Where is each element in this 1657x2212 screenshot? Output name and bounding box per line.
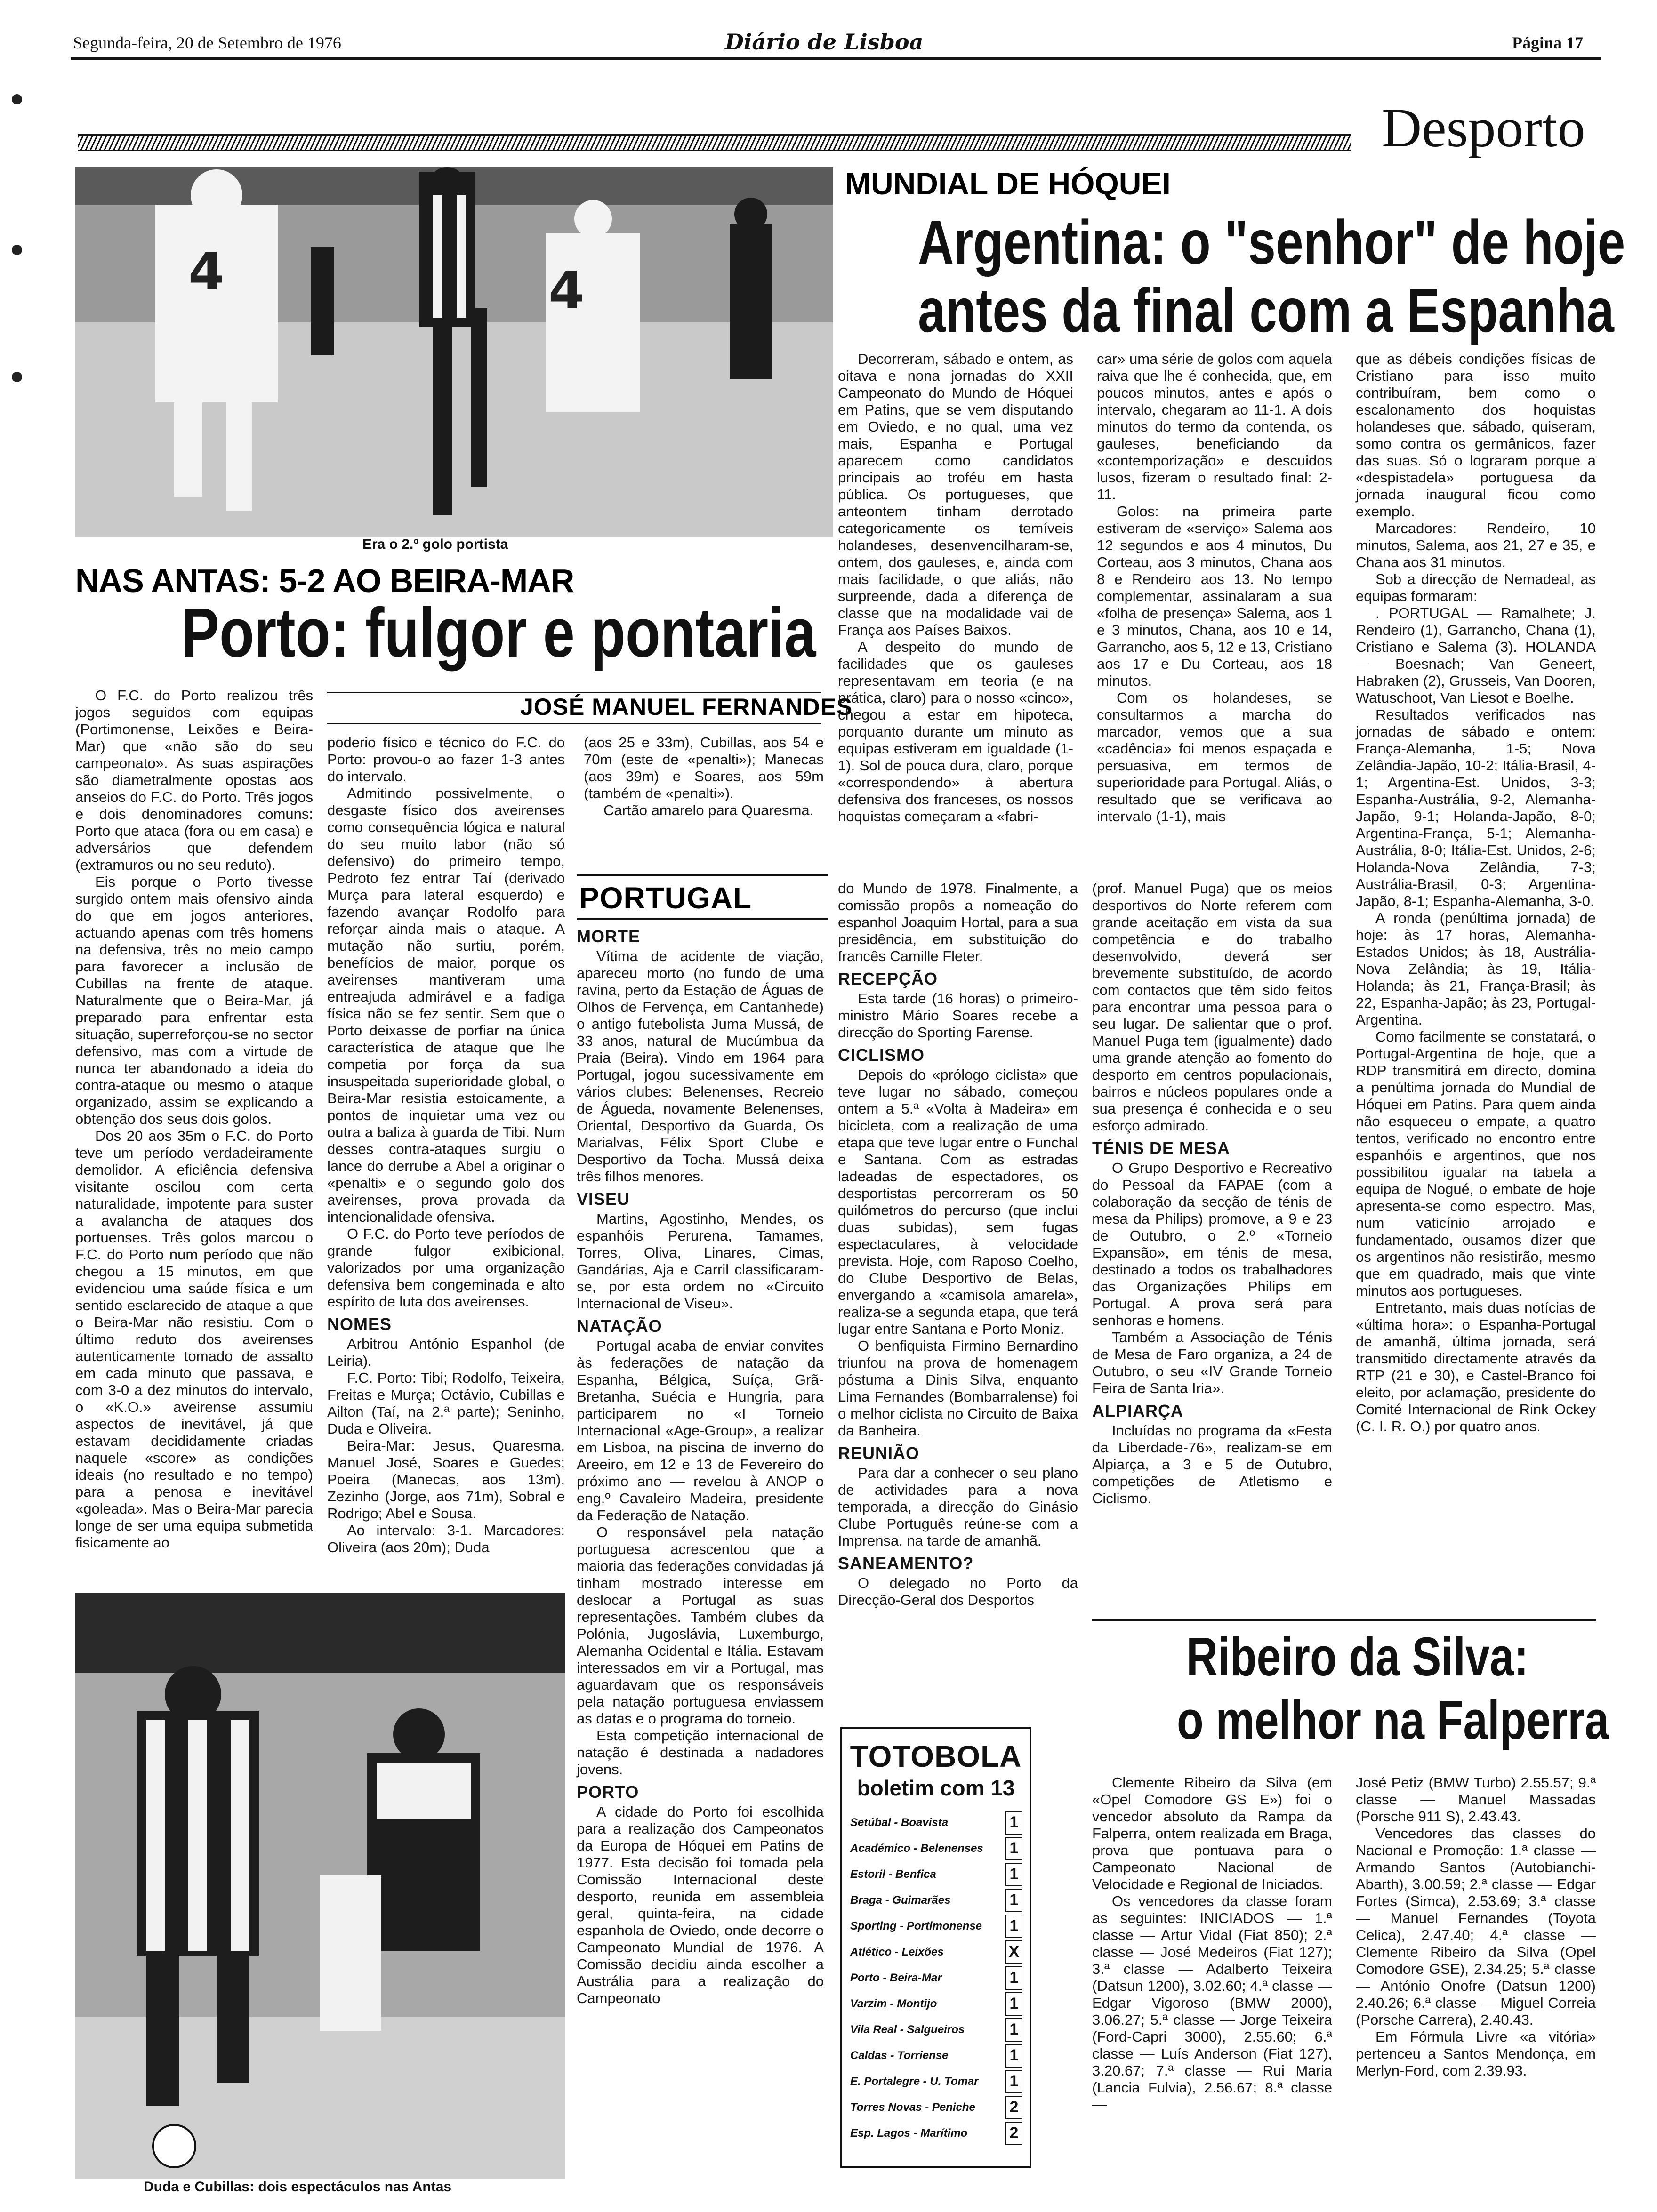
paragraph: Sob a direcção de Nemadeal, as equipas formaram:	[1356, 571, 1596, 604]
porto-col-3	[584, 734, 824, 819]
totobola-match: Estoril - Benfica	[850, 1867, 936, 1881]
svg-text:4: 4	[548, 260, 585, 321]
totobola-row	[850, 1861, 1024, 1887]
subsection-heading: CICLISMO	[838, 1045, 925, 1065]
hoquei-kicker: MUNDIAL DE HÓQUEI	[845, 166, 1171, 201]
paragraph: Vencedores das classes do Nacional e Promoção: 1.ª classe — Armando Santos (Autobianchi-Abarth), 3.00.59; 2.ª classe — Edgar Fortes (Simca), 2.53.69; 3.ª classe — Manuel Fernandes (Toyota Celica), 2.47.40; 4.ª classe — Clemente Ribeiro da Silva (Opel Comodore GSE), 2.34.25; 5.ª classe — António Onofre (Datsun 1200) 2.40.26; 6.ª classe — Miguel Correia (Porsche Carrera), 2.40.43.	[1356, 1825, 1596, 2028]
totobola-result: 2	[1005, 2122, 1022, 2145]
totobola-result: 1	[1005, 2070, 1022, 2093]
subsection-heading: MORTE	[577, 927, 640, 946]
subsection-heading: ALPIARÇA	[1092, 1401, 1183, 1420]
paragraph: A ronda (penúltima jornada) de hoje: às 17 horas, Alemanha-Estados Unidos; às 18, Austrália-Nova Zelândia; às 19, Itália-Holanda; às 21, França-Brasil; às 22, Espanha-Japão; às 23, Portugal-Argentina.	[1356, 910, 1596, 1028]
paragraph: O delegado no Porto da Direcção-Geral dos Desportos	[838, 1575, 1078, 1608]
hoquei-title-1: Argentina: o "senhor" de hoje	[918, 208, 1625, 277]
totobola-row	[850, 2120, 1024, 2146]
totobola-match: Vila Real - Salgueiros	[850, 2023, 965, 2036]
subsection-heading: PORTO	[577, 1782, 639, 1802]
paragraph: Dos 20 aos 35m o F.C. do Porto teve um período verdadeiramente demolidor. A eficiência defensiva visitante oscilou com certa naturalidade, impotente para suster a avalancha de ataques dos portuenses. Três golos marcou o F.C. do Porto num período que não chegou a 15 minutos, em que evidenciou uma saúde física e um sentido esclarecido de ataque a que o Beira-Mar não resistiu. Com o último reduto dos aveirenses autenticamente tomado de assalto em cada minuto que passava, e com 3-0 a dez minutos do intervalo, o «K.O.» aveirense assumiu aspectos de inevitável, já que estavam decididamente criadas naquele «score» as condições ideais (no resultado e no tempo) para a penosa e inevitável «goleada». Mas o Beira-Mar parecia longe de ser uma equipa submetida fisicamente ao	[75, 1128, 313, 1551]
totobola-result: 1	[1005, 2044, 1022, 2068]
subsection-heading: REUNIÃO	[838, 1443, 920, 1463]
porto-col-1	[75, 687, 313, 1551]
paragraph: (prof. Manuel Puga) que os meios desportivos do Norte referem com grande aceitação em vista da sua competência e do trabalho desenvolvido, deverá ser brevemente substituído, de acordo com contactos que têm sido feitos para encontrar uma pessoa para o seu lugar. De salientar que o prof. Manuel Puga tem (igualmente) dado uma grande atenção ao fomento do desporto em centros populacionais, bairros e núcleos populares onde a sua presença é conhecida e o seu esforço admirado.	[1092, 880, 1332, 1134]
paragraph: Portugal acaba de enviar convites às federações de natação da Espanha, Bélgica, Suíça, Grã-Bretanha, Suécia e Hungria, para participarem no «I Torneio Internacional «Age-Group», a realizar em Lisboa, na piscina de inverno do Areeiro, em 12 e 13 de Fevereiro do próximo ano — revelou à ANOP o eng.º Cavaleiro Madeira, presidente da Federação de Natação.	[577, 1338, 824, 1523]
paragraph: Eis porque o Porto tivesse surgido ontem mais ofensivo ainda do que em jogos anteriores, actuando apenas com três homens na defensiva, três no meio campo para favorecer a inclusão de Cubillas na frente de ataque. Naturalmente que o Beira-Mar, já preparado para enfrentar esta situação, superreforçou-se no sector defensivo, mas com a virtude de nunca ter abandonado a ideia do contra-ataque ou mesmo o ataque organizado, assim se explicando a obtenção dos seus dois golos.	[75, 874, 313, 1127]
porto-kicker: NAS ANTAS: 5-2 AO BEIRA-MAR	[75, 562, 574, 599]
masthead: Diário de Lisboa	[725, 29, 924, 55]
paragraph: José Petiz (BMW Turbo) 2.55.57; 9.ª classe — Manuel Massadas (Porsche 911 S), 2.43.43.	[1356, 1774, 1596, 1825]
paragraph: Martins, Agostinho, Mendes, os espanhóis Perurena, Tamames, Torres, Oliva, Linares, Cimas, Gandárias, Aja e Carril classificaram-se, por esta ordem no «Circuito Internacional de Viseu».	[577, 1210, 824, 1312]
paragraph: Resultados verificados nas jornadas de sábado e ontem: França-Alemanha, 1-5; Nova Zelândia-Japão, 10-2; Itália-Brasil, 4-1; Argentina-Est. Unidos, 3-3; Espanha-Austrália, 9-2, Alemanha-Japão, 9-1; Holanda-Japão, 8-0; Argentina-França, 5-1; Alemanha-Austrália, 8-0; Itália-Est. Unidos, 2-6; Holanda-Nova Zelândia, 7-3; Austrália-Brasil, 0-3; Argentina-Japão, 8-1; Espanha-Alemanha, 3-0.	[1356, 706, 1596, 909]
totobola-result: 1	[1005, 1992, 1022, 2016]
portugal-rule-top	[577, 874, 828, 876]
byline-rule	[327, 692, 821, 693]
totobola-match: Esp. Lagos - Marítimo	[850, 2126, 968, 2140]
paragraph: Cartão amarelo para Quaresma.	[603, 802, 814, 818]
portugal-col-b	[838, 880, 1078, 1609]
punch-hole	[12, 372, 22, 382]
paragraph: poderio físico e técnico do F.C. do Porto: provou-o ao fazer 1-3 antes do intervalo.	[327, 734, 565, 785]
totobola-result: 2	[1005, 2096, 1022, 2119]
paragraph: A despeito do mundo de facilidades que os gauleses representavam em teoria (e na prática, claro) para o nosso «cinco», chegou a estar em hipoteca, porquanto durante um minuto as equipas estiveram em igualdade (1-1). Sol de pouca dura, claro, porque «correspondendo» à abertura defensiva dos franceses, os nossos hoquistas começaram a «fabri-	[838, 639, 1073, 825]
porto-byline: JOSÉ MANUEL FERNANDES	[520, 694, 853, 720]
totobola-match: Torres Novas - Peniche	[850, 2100, 975, 2114]
portugal-col-c	[1092, 880, 1332, 1507]
totobola-row	[850, 1991, 1024, 2017]
header-rule	[71, 57, 1601, 60]
paragraph: Também a Associação de Ténis de Mesa de Faro organiza, a 24 de Outubro, o seu «IV Grande Torneio Feira de Santa Iria».	[1092, 1329, 1332, 1396]
totobola-match: Braga - Guimarães	[850, 1893, 951, 1907]
totobola-row	[850, 1810, 1024, 1835]
totobola-match: Sporting - Portimonense	[850, 1919, 982, 1932]
paragraph: O F.C. do Porto teve períodos de grande fulgor exibicional, valorizados por uma organização defensiva bem congeminada e alto espírito de luta dos aveirenses.	[327, 1226, 565, 1310]
totobola-title: TOTOBOLA	[850, 1739, 1022, 1773]
subsection-heading: SANEAMENTO?	[838, 1554, 974, 1573]
punch-hole	[12, 245, 22, 255]
paragraph: Marcadores: Rendeiro, 10 minutos, Salema, aos 21, 27 e 35, e Chana aos 31 minutos.	[1356, 520, 1596, 570]
hoquei-col-3	[1356, 351, 1596, 1435]
totobola-match: Porto - Beira-Mar	[850, 1971, 942, 1984]
totobola-match: Académico - Belenenses	[850, 1842, 983, 1855]
porto-title: Porto: fulgor e pontaria	[181, 594, 816, 672]
paragraph: Depois do «prólogo ciclista» que teve lugar no sábado, começou ontem a 5.ª «Volta à Madeira» em bicicleta, com a realização de uma etapa que teve lugar entre o Funchal e Santana. Com as estradas ladeadas de espectadores, os desportistas percorreram os 50 quilómetros do percurso (que inclui duas subidas), sem fugas espectaculares, à velocidade prevista. Hoje, com Raposo Coelho, do Clube Desportivo de Belas, envergando a «camisola amarela», realiza-se a segunda etapa, que terá lugar entre Santana e Porto Moniz.	[838, 1066, 1078, 1337]
nomes-heading: NOMES	[327, 1314, 392, 1334]
totobola-row	[850, 2094, 1024, 2120]
nomes-paragraph: F.C. Porto: Tibi; Rodolfo, Teixeira, Freitas e Murça; Octávio, Cubillas e Ailton (Taí, na 2.ª parte); Seninho, Duda e Oliveira.	[327, 1370, 565, 1437]
ribeiro-col-2	[1356, 1774, 1596, 2079]
paragraph: Com os holandeses, se consultarmos a marcha do marcador, vemos que a sua «cadência» foi menos espaçada e persuasiva, em termos de superioridade para Portugal. Aliás, o resultado que se verificava ao intervalo (1-1), mais	[1097, 689, 1332, 825]
totobola-result: X	[1005, 1940, 1022, 1964]
porto-col-2	[327, 734, 565, 1556]
portugal-title: PORTUGAL	[579, 881, 752, 915]
paragraph: Golos: na primeira parte estiveram de «serviço» Salema aos 12 segundos e aos 4 minutos, Du Corteau, aos 3 minutos, Chana aos 8 e Rendeiro aos 13. No tempo complementar, assinalaram a sua «folha de presença» Salema, aos 1 e 3 minutos, Chana, aos 10 e 14, Garrancho, aos 5, 12 e 13, Cristiano aos 17 e Du Corteau, aos 18 minutos.	[1097, 503, 1332, 689]
totobola-subtitle: boletim com 13	[857, 1776, 1015, 1800]
totobola-result: 1	[1005, 1915, 1022, 1938]
hoquei-title-2: antes da final com a Espanha	[918, 276, 1614, 345]
paragraph: Incluídas no programa da «Festa da Liberdade-76», realizam-se em Alpiarça, a 3 e 5 de Outubro, competições de Atletismo e Ciclismo.	[1092, 1422, 1332, 1507]
paragraph: Entretanto, mais duas notícias de «última hora»: o Espanha-Portugal de amanhã, última jornada, será transmitido directamente através da RTP (21 e 30), e Castel-Branco foi eleito, por aclamação, presidente do Comité Internacional de Rink Ockey (C. I. R. O.) por quatro anos.	[1356, 1299, 1596, 1435]
paragraph: Esta tarde (16 horas) o primeiro-ministro Mário Soares recebe a direcção do Sporting Farense.	[838, 990, 1078, 1041]
totobola-result: 1	[1005, 1811, 1022, 1835]
paragraph: Vítima de acidente de viação, apareceu morto (no fundo de uma ravina, perto da Estação de Águas de Olhos de Fervença, em Cantanhede) o antigo futebolista Juma Mussá, de 33 anos, natural de Mucúmbua da Praia (Beira). Vindo em 1964 para Portugal, jogou sucessivamente em vários clubes: Belenenses, Recreio de Águeda, novamente Belenenses, Oriental, Desportivo da Guarda, Os Marialvas, Félix Sport Clube e Desportivo da Tocha. Mussá deixa três filhos menores.	[577, 948, 824, 1185]
paragraph: Decorreram, sábado e ontem, as oitava e nona jornadas do XXII Campeonato do Mundo de Hóquei em Patins, que se vem disputando em Oviedo, e no qual, uma vez mais, Espanha e Portugal aparecem como candidatos principais ao troféu em hasta pública. Os portugueses, que anteontem tinham derrotado categoricamente os temíveis holandeses, desenvencilharam-se, ontem, dos gauleses, e, ainda com mais facilidade, o que aliás, não surpreende, dada a diferença de classe que na modalidade vai de França aos Países Baixos.	[838, 351, 1073, 638]
totobola-row	[850, 2043, 1024, 2068]
paragraph: car» uma série de golos com aquela raiva que lhe é conhecida, que, em poucos minutos, antes e após o intervalo, chegaram ao 11-1. A dois minutos do termo da contenda, os gauleses, beneficiando da «contemporização» e descuidos lusos, fizeram o resultado final: 2-11.	[1097, 351, 1332, 503]
paragraph: A cidade do Porto foi escolhida para a realização dos Campeonatos da Europa de Hóquei em Patins de 1977. Esta decisão foi tomada pela Comissão Internacional deste desporto, reunida em assembleia geral, quinta-feira, na cidade espanhola de Oviedo, onde decorre o Campeonato Mundial de 1976. A Comissão decidiu ainda escolher a Austrália para a realização do Campeonato	[577, 1803, 824, 2006]
totobola-row	[850, 1939, 1024, 1965]
paragraph: O benfiquista Firmino Bernardino triunfou na prova de homenagem póstuma a Dinis Silva, enquanto Lima Fernandes (Bombarralense) foi o melhor ciclista no Circuito de Baixa da Banheira.	[838, 1338, 1078, 1439]
totobola-match: E. Portalegre - U. Tomar	[850, 2075, 979, 2088]
totobola-list	[842, 1810, 1030, 2146]
hoquei-col-1	[838, 351, 1073, 825]
paragraph: (aos 25 e 33m), Cubillas, aos 54 e 70m (este de «penalti»); Manecas (aos 39m) e Soares, aos 59m (também de «penalti»).	[584, 734, 824, 801]
paragraph: O F.C. do Porto realizou três jogos seguidos com equipas (Portimonense, Leixões e Beira-Mar) que «não são do seu campeonato». As suas aspirações são diametralmente opostas aos anseios do F.C. do Porto. Três jogos e dois denominadores comuns: Porto que ataca (fora ou em casa) e adversários que defendem (extramuros ou no seu reduto).	[75, 687, 313, 873]
subsection-heading: NATAÇÃO	[577, 1316, 662, 1336]
totobola-result: 1	[1005, 2018, 1022, 2042]
match-photo-2	[75, 1593, 565, 2179]
portugal-rule	[577, 918, 828, 920]
hoquei-col-2	[1097, 351, 1332, 825]
totobola-row	[850, 1887, 1024, 1913]
page-number: Página 17	[1512, 33, 1584, 52]
paragraph: O responsável pela natação portuguesa acrescentou que a maioria das federações convidadas já tinham mostrado interesse em deslocar a Portugal as suas representações. Também clubes da Polónia, Jugoslávia, Luxemburgo, Alemanha Ocidental e Itália. Estavam interessados em vir a Portugal, mas aguardavam que os responsáveis pela natação portuguesa enviassem as datas e o programa do torneio.	[577, 1524, 824, 1727]
totobola-match: Varzim - Montijo	[850, 1997, 937, 2010]
totobola-result: 1	[1005, 1966, 1022, 1990]
paragraph: O Grupo Desportivo e Recreativo do Pessoal da FAPAE (com a colaboração da secção de ténis de mesa da Philips) promove, a 9 e 23 de Outubro, o 2.º «Torneio Expansão», em ténis de mesa, destinado a todos os trabalhadores das Organizações Philips em Portugal. A prova será para senhoras e homens.	[1092, 1160, 1332, 1329]
punch-hole	[12, 94, 22, 104]
svg-text:4: 4	[188, 241, 225, 302]
totobola-match: Setúbal - Boavista	[850, 1816, 949, 1829]
ribeiro-rule	[1092, 1619, 1596, 1621]
totobola-match: Atlético - Leixões	[850, 1945, 944, 1958]
totobola-result: 1	[1005, 1837, 1022, 1860]
section-title: Desporto	[1382, 97, 1585, 159]
ribeiro-title-1: Ribeiro da Silva:	[1186, 1626, 1529, 1687]
paragraph: Esta competição internacional de natação é destinada a nadadores jovens.	[577, 1727, 824, 1778]
nomes-paragraph: Beira-Mar: Jesus, Quaresma, Manuel José, Soares e Guedes; Poeira (Manecas, aos 13m), Zezinho (Jorge, aos 71m), Sobral e Rodrigo; Abel e Sousa.	[327, 1437, 565, 1522]
match-photo	[75, 167, 833, 537]
totobola-row	[850, 1913, 1024, 1939]
totobola-row	[850, 1965, 1024, 1991]
portugal-col-a	[577, 922, 824, 2007]
paragraph: Admitindo possivelmente, o desgaste físico dos aveirenses como consequência lógica e natural do seu muito labor (não só defensivo) do primeiro tempo, Pedroto fez entrar Taí (derivado Murça para lateral esquerdo) e fazendo avançar Rodolfo para reforçar ainda mais o ataque. A mutação não surtiu, porém, benefícios de maior, porque os aveirenses mantiveram uma entreajuda admirável e a fadiga física não se fez sentir. Sem que o Porto deixasse de porfiar na única característica de ataque que lhe competia por força da sua insuspeitada superioridade global, o Beira-Mar resistia estoicamente, a pontos de inquietar uma vez ou outra a baliza à guarda de Tibi. Num desses contra-ataques surgiu o lance do derrube a Abel a originar o «penalti» e o segundo golo dos aveirenses, prova provada da intencionalidade ofensiva.	[327, 785, 565, 1225]
paragraph: que as débeis condições físicas de Cristiano para isso muito contribuíram, bem como o escalonamento dos hoquistas holandeses que, sábado, quiseram, somo contra os germânicos, fazer das suas. Só o lograram porque a «despistadela» portuguesa da jornada inaugural ficou como exemplo.	[1356, 351, 1596, 520]
totobola-box	[840, 1727, 1031, 2168]
totobola-result: 1	[1005, 1863, 1022, 1886]
paragraph: Em Fórmula Livre «a vitória» pertenceu a Santos Mendonça, em Merlyn-Ford, com 2.39.93.	[1356, 2028, 1596, 2079]
paragraph: . PORTUGAL — Ramalhete; J. Rendeiro (1), Garrancho, Chana (1), Cristiano e Salema (3). HOLANDA — Boesnach; Van Geneert, Habraken (2), Grusseis, Van Dooren, Watuschoot, Van Liesot e Boelhe.	[1356, 605, 1596, 706]
photo-2-caption: Duda e Cubillas: dois espectáculos nas Antas	[144, 2179, 452, 2195]
paragraph: do Mundo de 1978. Finalmente, a comissão propôs a nomeação do espanhol Joaquim Hortal, para a sua presidência, em substituição do francês Camille Fleter.	[838, 880, 1078, 964]
subsection-heading: TÉNIS DE MESA	[1092, 1138, 1231, 1158]
photo-caption: Era o 2.º golo portista	[362, 537, 508, 552]
subsection-heading: RECEPÇÃO	[838, 969, 938, 988]
paragraph: Para dar a conhecer o seu plano de actividades para a nova temporada, a direcção do Ginásio Clube Português reúne-se com a Imprensa, na tarde de amanhã.	[838, 1465, 1078, 1549]
totobola-row	[850, 2068, 1024, 2094]
totobola-row	[850, 1835, 1024, 1861]
byline-rule-bottom	[327, 723, 821, 724]
ribeiro-col-1	[1092, 1774, 1332, 2113]
paragraph: Como facilmente se constatará, o Portugal-Argentina de hoje, que a RDP transmitirá em directo, domina a penúltima jornada do Mundial de Hóquei em Patins. Para quem ainda não esqueceu o empate, a quatro tentos, verificado no encontro entre espanhóis e argentinos, que nos possibilitou igualar na tabela a equipa de Nogué, o embate de hoje apresenta-se como espectro. Mas, num vaticínio arrojado e fundamentado, ousamos dizer que os argentinos não resistirão, mesmo que em quadrado, mais que vinte minutos aos portugueses.	[1356, 1028, 1596, 1299]
totobola-match: Caldas - Torriense	[850, 2049, 949, 2062]
totobola-row	[850, 2017, 1024, 2043]
nomes-paragraph: Arbitrou António Espanhol (de Leiria).	[327, 1336, 565, 1369]
subsection-heading: VISEU	[577, 1189, 630, 1209]
header-date: Segunda-feira, 20 de Setembro de 1976	[73, 33, 341, 52]
ribeiro-title-2: o melhor na Falperra	[1177, 1690, 1609, 1751]
paragraph: Os vencedores da classe foram as seguintes: INICIADOS — 1.ª classe — Artur Vidal (Fiat 850); 2.ª classe — José Medeiros (Fiat 127); 3.ª classe — Adalberto Teixeira (Datsun 1200), 3.02.60; 4.ª classe — Edgar Vigoroso (BMW 2000), 3.06.27; 5.ª classe — Jorge Teixeira (Ford-Capri 3000), 2.55.60; 6.ª classe — Luís Anderson (Fiat 127), 3.20.67; 7.ª classe — Rui Maria (Lancia Fulvia), 2.56.67; 8.ª classe —	[1092, 1893, 1332, 2113]
totobola-result: 1	[1005, 1889, 1022, 1912]
section-band	[78, 134, 1351, 151]
paragraph: Clemente Ribeiro da Silva (em «Opel Comodore GS E») foi o vencedor absoluto da Rampa da Falperra, ontem realizada em Braga, prova que pontuava para o Campeonato Nacional de Velocidade e Regional de Iniciados.	[1092, 1774, 1332, 1892]
nomes-paragraph: Ao intervalo: 3-1. Marcadores: Oliveira (aos 20m); Duda	[327, 1522, 565, 1555]
